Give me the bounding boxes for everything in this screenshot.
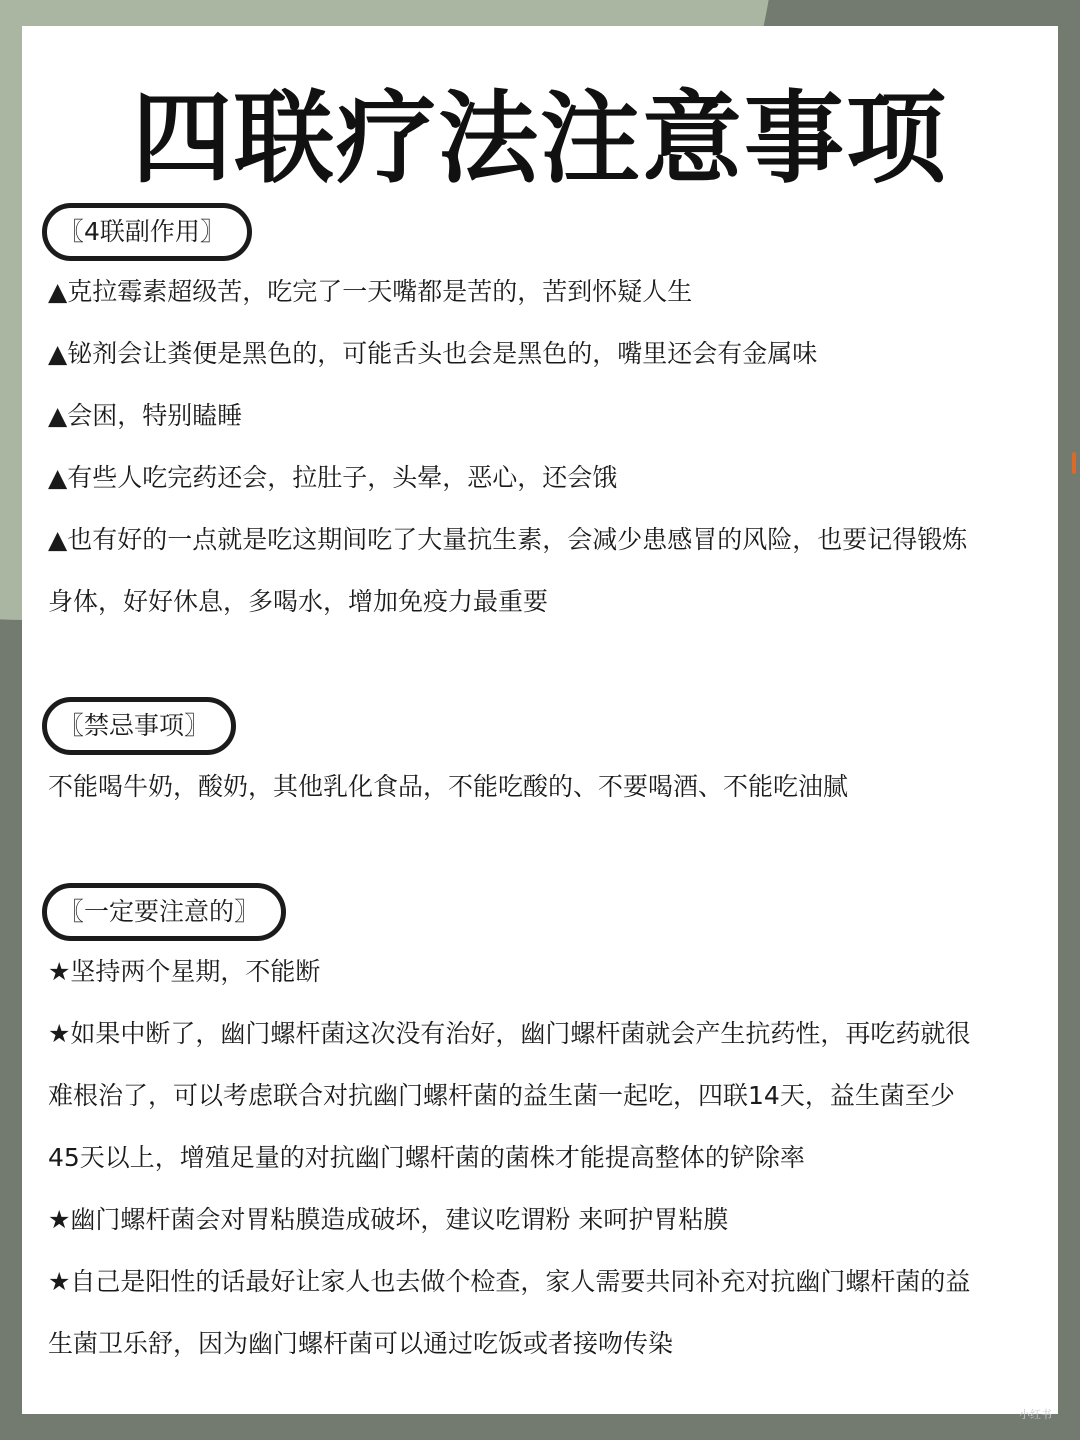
section-heading-must-note: 〖一定要注意的〗 <box>42 883 286 941</box>
watermark: 小红书 <box>1019 1408 1052 1421</box>
section-heading-side-effects: 〖4联副作用〗 <box>42 203 252 261</box>
must-note-line: ★自己是阳性的话最好让家人也去做个检查，家人需要共同补充对抗幽门螺杆菌的益 <box>48 1267 971 1296</box>
side-effect-line: 身体，好好休息，多喝水，增加免疫力最重要 <box>48 587 549 616</box>
side-effect-line: ▲有些人吃完药还会，拉肚子，头晕，恶心，还会饿 <box>48 463 618 492</box>
must-note-line: 45天以上，增殖足量的对抗幽门螺杆菌的菌株才能提高整体的铲除率 <box>48 1143 805 1172</box>
contraindication-line: 不能喝牛奶，酸奶，其他乳化食品，不能吃酸的、不要喝酒、不能吃油腻 <box>48 772 849 801</box>
side-effect-line: ▲克拉霉素超级苦，吃完了一天嘴都是苦的，苦到怀疑人生 <box>48 277 693 306</box>
section-heading-contraindications: 〖禁忌事项〗 <box>42 697 236 755</box>
must-note-line: 生菌卫乐舒，因为幽门螺杆菌可以通过吃饭或者接吻传染 <box>48 1329 674 1358</box>
page-title: 四联疗法注意事项 <box>132 80 948 197</box>
side-effect-line: ▲铋剂会让粪便是黑色的，可能舌头也会是黑色的，嘴里还会有金属味 <box>48 339 818 368</box>
side-effect-line: ▲也有好的一点就是吃这期间吃了大量抗生素，会减少患感冒的风险，也要记得锻炼 <box>48 525 968 554</box>
must-note-line: 难根治了，可以考虑联合对抗幽门螺杆菌的益生菌一起吃，四联14天，益生菌至少 <box>48 1081 955 1110</box>
side-effect-line: ▲会困，特别瞌睡 <box>48 401 243 430</box>
must-note-line: ★如果中断了，幽门螺杆菌这次没有治好，幽门螺杆菌就会产生抗药性，再吃药就很 <box>48 1019 971 1048</box>
must-note-line: ★幽门螺杆菌会对胃粘膜造成破坏，建议吃谓粉 来呵护胃粘膜 <box>48 1205 729 1234</box>
must-note-line: ★坚持两个星期，不能断 <box>48 957 321 986</box>
